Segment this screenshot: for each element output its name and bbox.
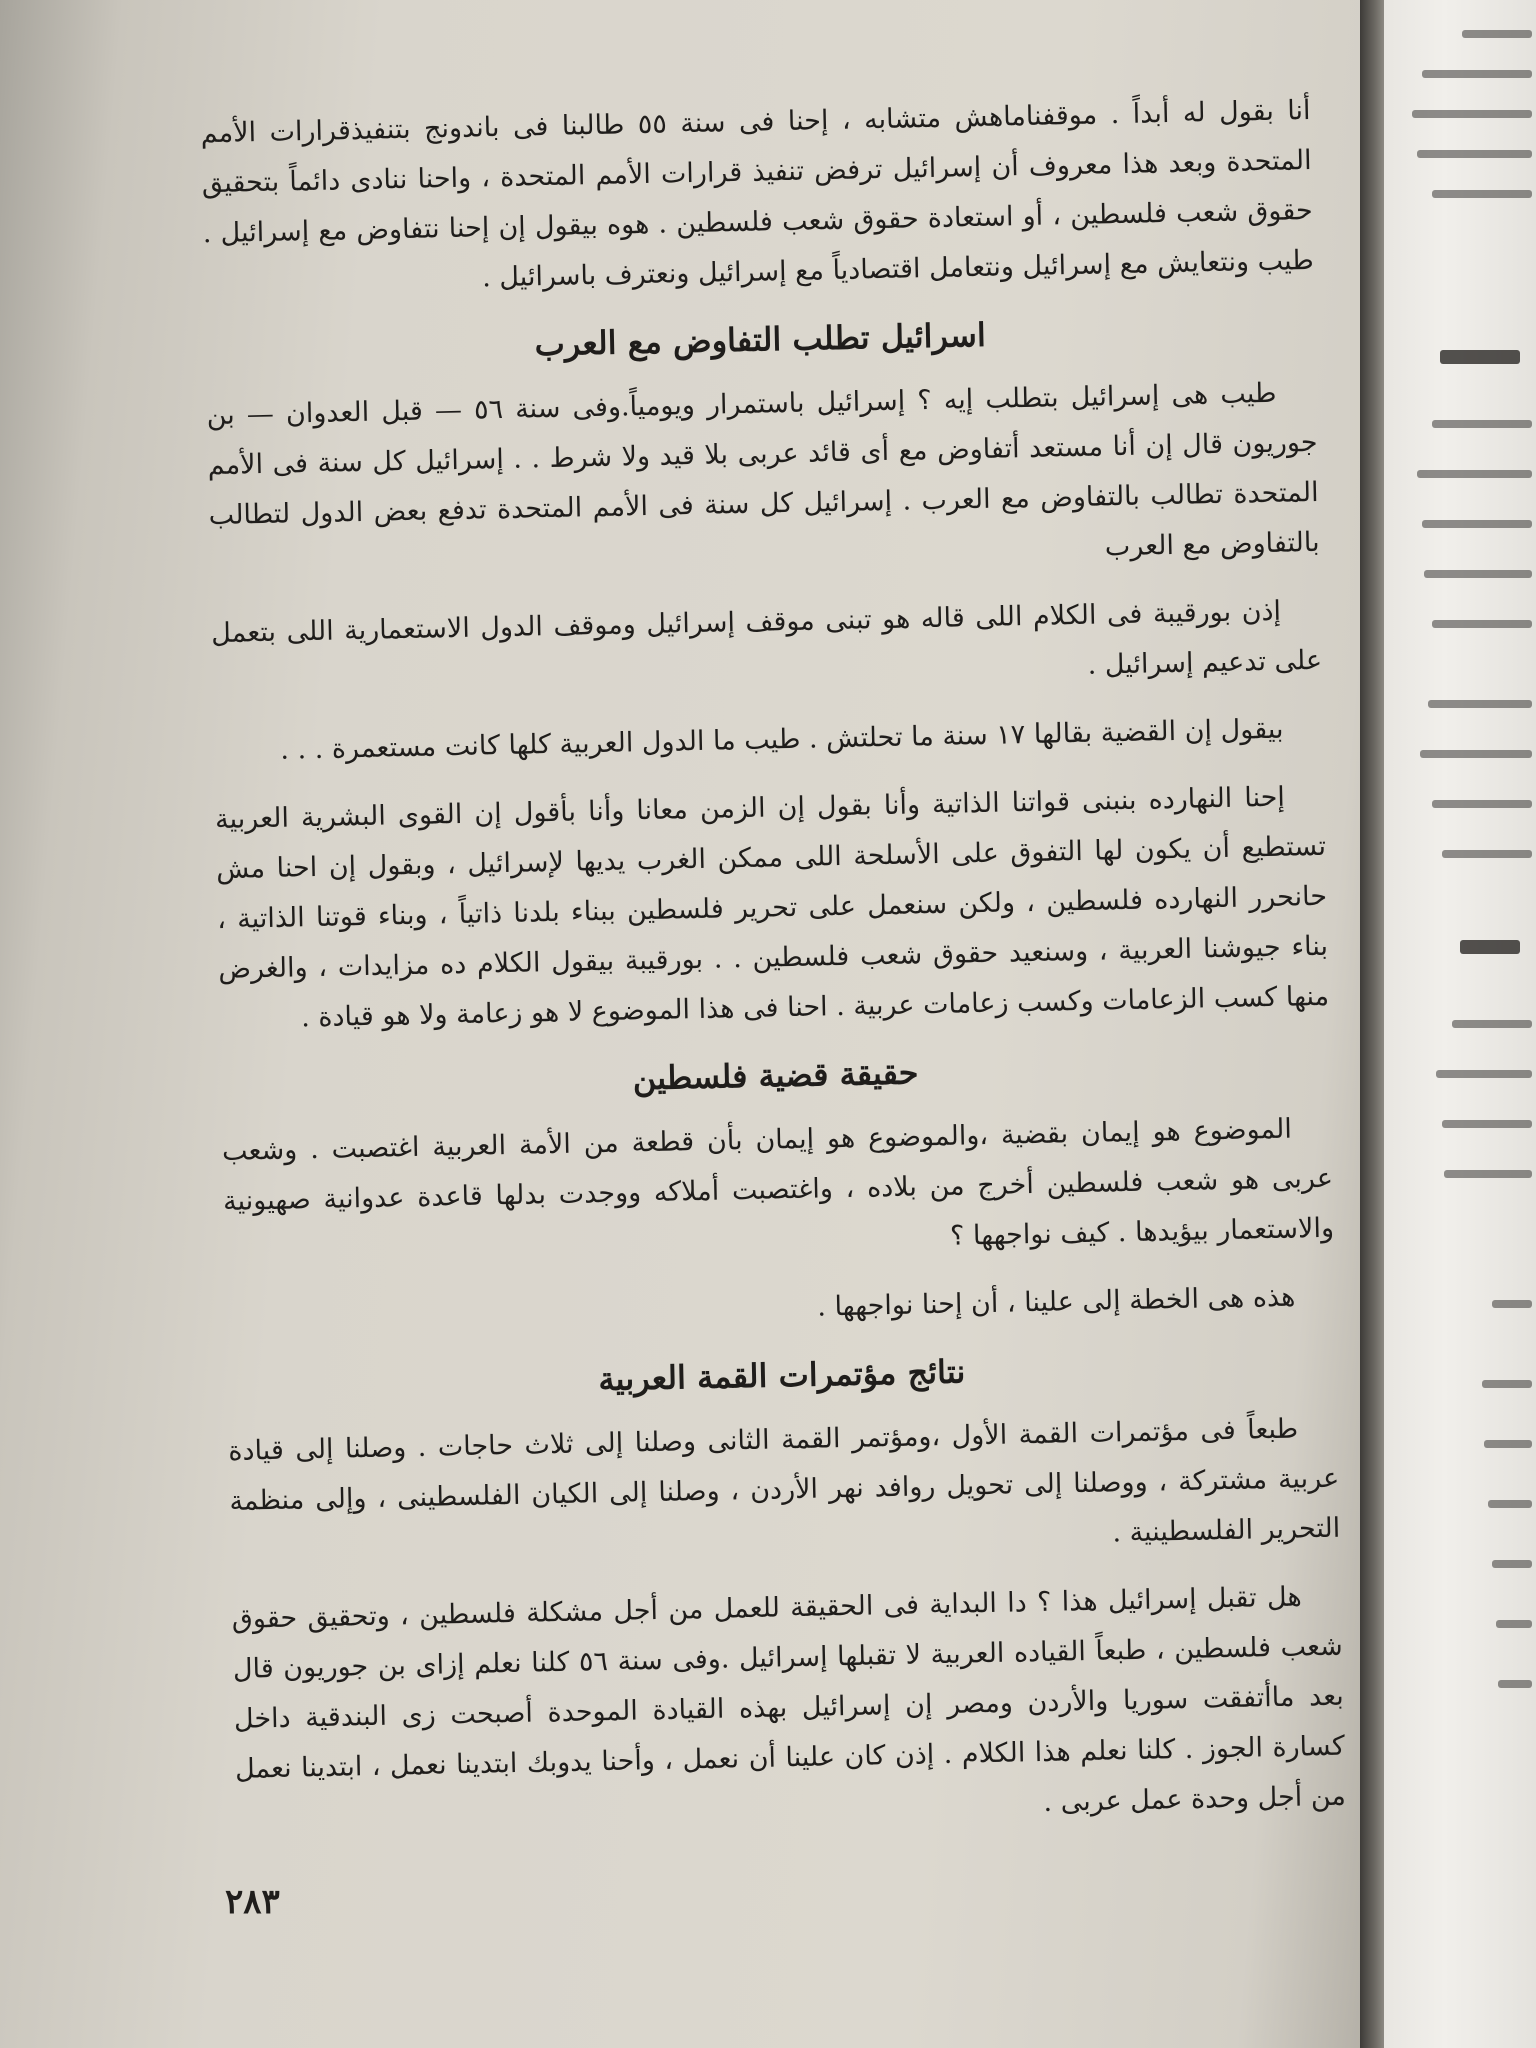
blurred-text-line: [1492, 1300, 1532, 1308]
blurred-text-line: [1424, 570, 1532, 578]
book-page-right-edge: [1384, 0, 1536, 2048]
blurred-text-line: [1488, 1500, 1532, 1508]
paragraph: هل تقبل إسرائيل هذا ؟ دا البداية فى الحقيقة للعمل من أجل مشكلة فلسطين ، وتحقيق حقوق شعب فلسطين ، طبعاً القياده العربية لا تقبلها إسرائيل .وفى سنة ٥٦ كلنا نعلم إزاى بن جوريون قال بعد ماأتفقت سوريا والأردن ومصر إن إسرائيل بهذه القيادة الموحدة أصبحت زى البندقية داخل كسارة الجوز . كلنا نعلم هذا الكلام . إذن كان علينا أن نعمل ، وأحنا يدوبك ابتدينا نعمل ، ابتدينا نعمل من أجل وحدة عمل عربى .: [231, 1581, 1347, 1818]
paragraph: هذه هى الخطة إلى علينا ، أن إحنا نواجهها .: [817, 1281, 1296, 1323]
blurred-text-line: [1432, 420, 1532, 428]
blurred-text-line: [1482, 1380, 1532, 1388]
paragraph: إحنا النهارده بنبنى قواتنا الذاتية وأنا بقول إن الزمن معانا وأنا بأقول إن القوى البشرية العربية تستطيع أن يكون لها التفوق على الأسلحة اللى ممكن الغرب يديها لإسرائيل ، وبقول إن احنا مش حانحرر النهارده فلسطين ، ولكن سنعمل على تحرير فلسطين ببناء بلدنا ذاتياً ، وبناء قوتنا الذاتية ، بناء جيوشنا العربية ، وسنعيد حقوق شعب فلسطين . . بورقيبة بيقول الكلام ده مزايدات ، والغرض منها كسب الزعامات وكسب زعامات عربية . احنا فى هذا الموضوع لا هو زعامة ولا هو قيادة .: [214, 781, 1330, 1034]
blurred-text-line: [1492, 1560, 1532, 1568]
blurred-text-line: [1417, 150, 1532, 158]
blurred-heading: [1460, 940, 1520, 954]
blurred-text-line: [1442, 1120, 1532, 1128]
paragraph: طبعاً فى مؤتمرات القمة الأول ،ومؤتمر القمة الثانى وصلنا إلى ثلاث حاجات . وصلنا إلى قيادة عربية مشتركة ، ووصلنا إلى تحويل روافد نهر الأردن ، وصلنا إلى الكيان الفلسطينى ، وإلى منظمة التحرير الفلسطينية .: [228, 1413, 1341, 1549]
paragraph: بيقول إن القضية بقالها ١٧ سنة ما تحلتش . طيب ما الدول العربية كلها كانت مستعمرة . . .: [280, 713, 1284, 766]
section-heading-negotiation: اسرائيل تطلب التفاوض مع العرب: [534, 315, 987, 364]
blurred-text-line: [1452, 1020, 1532, 1028]
blurred-text-line: [1442, 850, 1532, 858]
paragraph: إذن بورقيبة فى الكلام اللى قاله هو تبنى موقف إسرائيل وموقف الدول الاستعمارية اللى بتعمل على تدعيم إسرائيل .: [210, 595, 1323, 681]
blurred-text-line: [1432, 800, 1532, 808]
blurred-text-line: [1432, 190, 1532, 198]
blurred-text-line: [1444, 1170, 1532, 1178]
page-number: ٢٨٣: [225, 1882, 280, 1922]
blurred-text-line: [1484, 1440, 1532, 1448]
blurred-text-line: [1417, 470, 1532, 478]
blurred-text-line: [1420, 750, 1532, 758]
blurred-text-line: [1436, 1070, 1532, 1078]
blurred-text-line: [1422, 70, 1532, 78]
blurred-heading: [1440, 350, 1520, 364]
blurred-text-line: [1462, 30, 1532, 38]
page-content: [200, 86, 1346, 1863]
blurred-text-line: [1412, 110, 1532, 118]
section-heading-palestine-cause: حقيقة قضية فلسطين: [632, 1053, 919, 1098]
paragraph: أنا بقول له أبداً . موقفناماهش متشابه ، إحنا فى سنة ٥٥ طالبنا فى باندونج بتنفيذقرارات الأمم المتحدة وبعد هذا معروف أن إسرائيل ترفض تنفيذ قرارات الأمم المتحدة ، واحنا ننادى دائماً بتحقيق حقوق شعب فلسطين ، أو استعادة حقوق شعب فلسطين . هوه بيقول إن إحنا نتفاوض مع إسرائيل . طيب ونتعايش مع إسرائيل ونتعامل اقتصادياً مع إسرائيل ونعترف باسرائيل .: [200, 94, 1314, 294]
blurred-text-line: [1496, 1620, 1532, 1628]
section-heading-summit-results: نتائج مؤتمرات القمة العربية: [598, 1352, 966, 1399]
blurred-text-line: [1498, 1680, 1532, 1688]
book-gutter: [1360, 0, 1384, 2048]
blurred-text-line: [1428, 700, 1532, 708]
paragraph: الموضوع هو إيمان بقضية ،والموضوع هو إيمان بأن قطعة من الأمة العربية اغتصبت . وشعب عربى هو شعب فلسطين أخرج من بلاده ، واغتصبت أملاكه ووجدت بدلها قاعدة عدوانية صهيونية والاستعمار بيؤيدها . كيف نواجهها ؟: [221, 1113, 1335, 1252]
blurred-text-line: [1422, 520, 1532, 528]
paragraph: طيب هى إسرائيل بتطلب إيه ؟ إسرائيل باستمرار ويومياً.وفى سنة ٥٦ — قبل العدوان — بن جوريون قال إن أنا مستعد أتفاوض مع أى قائد عربى بلا قيد ولا شرط . . إسرائيل كل سنة فى الأمم المتحدة تطالب بالتفاوض مع العرب . إسرائيل كل سنة فى الأمم المتحدة تدفع بعض الدول لتطالب بالتفاوض مع العرب: [206, 377, 1320, 563]
blurred-text-line: [1432, 620, 1532, 628]
